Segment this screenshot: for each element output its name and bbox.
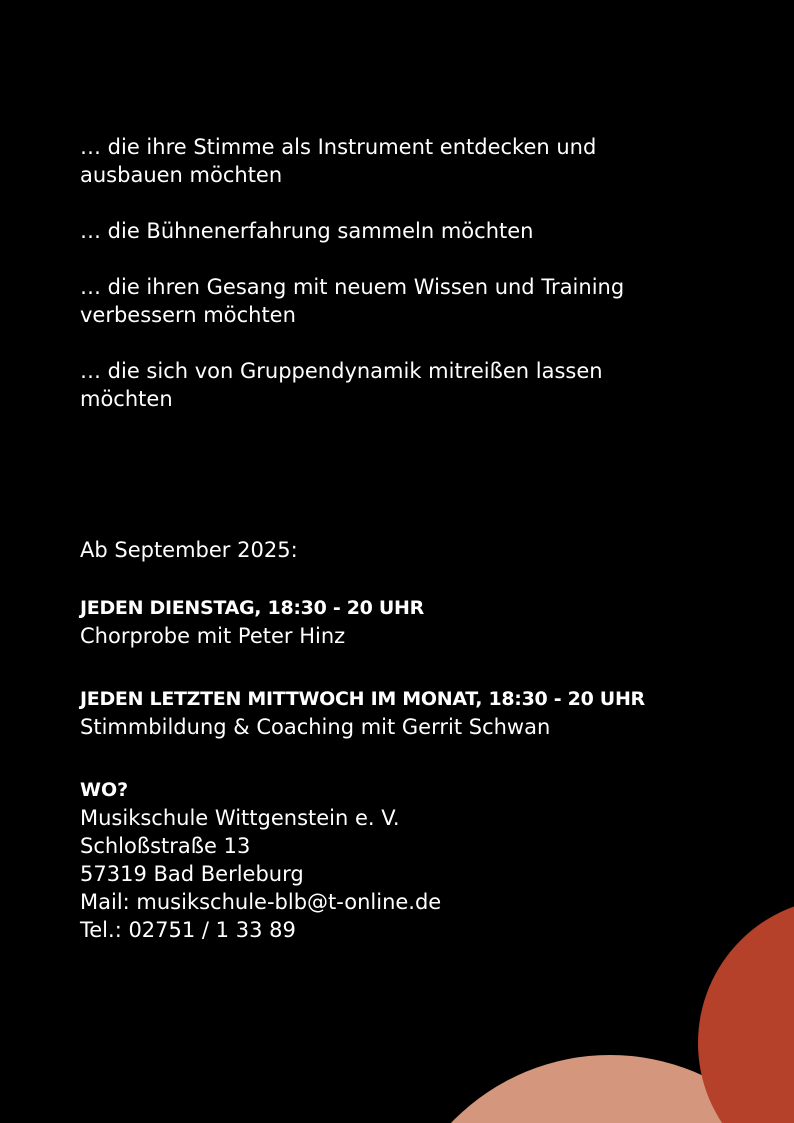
schedule-slot-tuesday: [80, 594, 760, 650]
location-street: Schloßstraße 13: [80, 834, 251, 858]
start-date: Ab September 2025:: [80, 538, 298, 562]
slot-title: JEDEN DIENSTAG, 18:30 - 20 UHR: [80, 597, 424, 619]
location-city: 57319 Bad Berleburg: [80, 862, 304, 886]
schedule-slot-wednesday: [80, 685, 760, 741]
slot-title: JEDEN LETZTEN MITTWOCH IM MONAT, 18:30 - 20 UHR: [80, 688, 645, 710]
location-phone: Tel.: 02751 / 1 33 89: [80, 918, 296, 942]
audience-item: … die Bühnenerfahrung sammeln möchten: [80, 219, 534, 243]
location-block: [80, 776, 760, 944]
audience-list: [80, 133, 680, 441]
location-title: WO?: [80, 779, 129, 801]
audience-item: … die ihre Stimme als Instrument entdecken und ausbauen möchten: [80, 135, 597, 187]
schedule-section: [80, 536, 760, 944]
slot-description: Chorprobe mit Peter Hinz: [80, 624, 346, 648]
location-mail: Mail: musikschule-blb@t-online.de: [80, 890, 442, 914]
location-name: Musikschule Wittgenstein e. V.: [80, 806, 400, 830]
slot-description: Stimmbildung & Coaching mit Gerrit Schwan: [80, 715, 551, 739]
audience-item: … die ihren Gesang mit neuem Wissen und Training verbessern möchten: [80, 275, 625, 327]
audience-item: … die sich von Gruppendynamik mitreißen lassen möchten: [80, 359, 603, 411]
